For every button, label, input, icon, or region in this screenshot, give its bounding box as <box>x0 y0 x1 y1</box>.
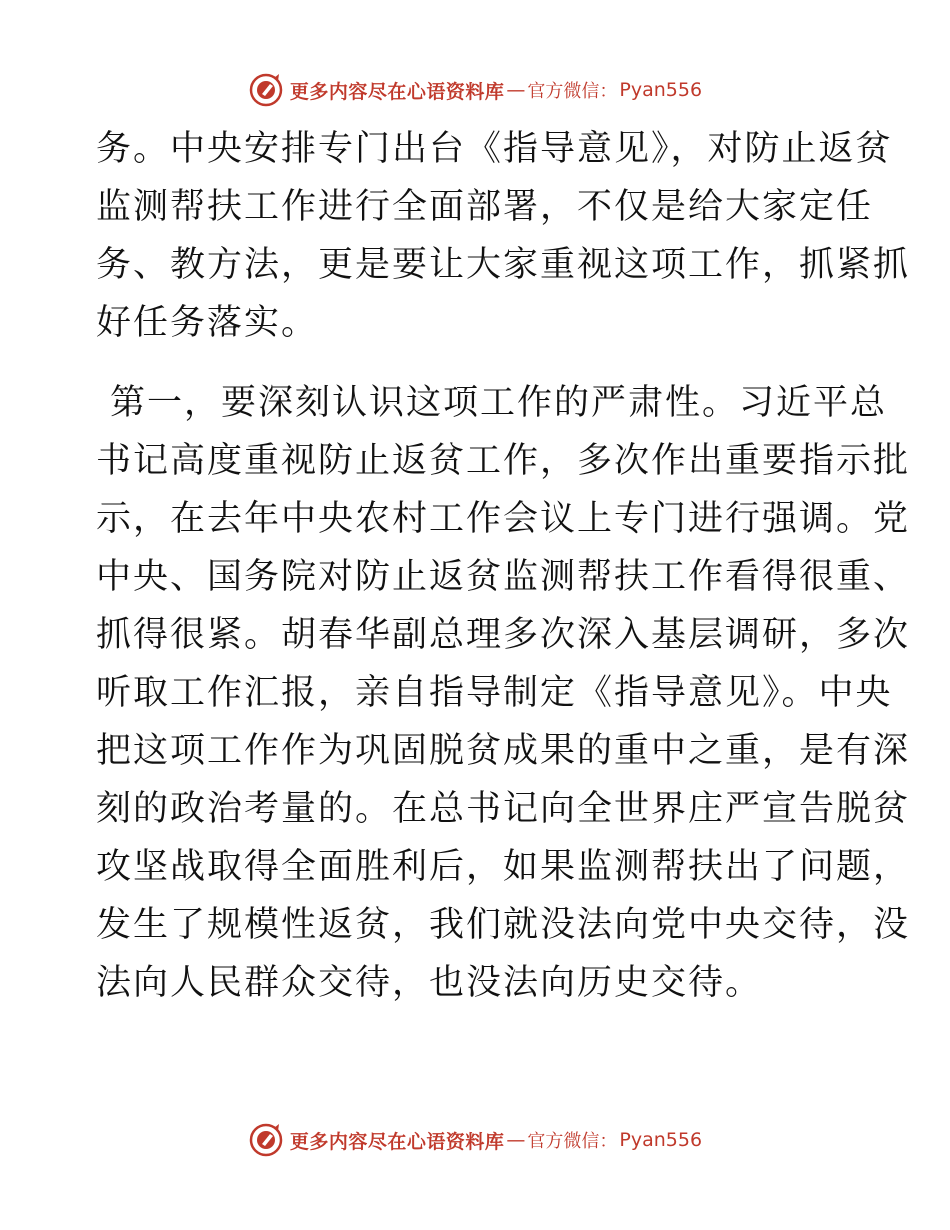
paragraph-2 <box>96 374 911 1012</box>
wechat-label: 官方微信： <box>527 81 618 102</box>
text-line: 中央、国务院对防止返贫监测帮扶工作看得很重、 <box>96 557 911 597</box>
text-line: 监测帮扶工作进行全面部署，不仅是给大家定任 <box>96 187 874 227</box>
banner-separator: — <box>506 79 526 101</box>
promo-text: 更多内容尽在心语资料库 <box>289 1130 505 1153</box>
text-line: 法向人民群众交待，也没法向历史交待。 <box>96 963 763 1003</box>
text-line: 好任务落实。 <box>96 303 319 343</box>
wechat-id: Pyan556 <box>619 79 703 101</box>
document-body <box>96 120 911 1012</box>
text-line: 听取工作汇报，亲自指导制定《指导意见》。中央 <box>96 673 893 713</box>
text-line: 第一，要深刻认识这项工作的严肃性。习近平总 <box>110 383 888 423</box>
wechat-label: 官方微信： <box>527 1131 618 1152</box>
footer-watermark-banner <box>0 1120 950 1160</box>
header-watermark-banner <box>0 70 950 110</box>
text-line: 示，在去年中央农村工作会议上专门进行强调。党 <box>96 499 911 539</box>
text-line: 刻的政治考量的。在总书记向全世界庄严宣告脱贫 <box>96 789 911 829</box>
banner-separator: — <box>506 1129 526 1151</box>
text-line: 抓得很紧。胡春华副总理多次深入基层调研，多次 <box>96 615 911 655</box>
paragraph-1 <box>96 120 911 352</box>
promo-text: 更多内容尽在心语资料库 <box>289 80 505 103</box>
brand-logo-icon <box>248 72 284 108</box>
text-line: 把这项工作作为巩固脱贫成果的重中之重，是有深 <box>96 731 911 771</box>
text-line: 攻坚战取得全面胜利后，如果监测帮扶出了问题， <box>96 847 911 887</box>
brand-logo-icon <box>248 1122 284 1158</box>
text-line: 务。中央安排专门出台《指导意见》，对防止返贫 <box>96 129 893 169</box>
text-line: 务、教方法，更是要让大家重视这项工作，抓紧抓 <box>96 245 911 285</box>
text-line: 书记高度重视防止返贫工作，多次作出重要指示批 <box>96 441 911 481</box>
wechat-id: Pyan556 <box>619 1129 703 1151</box>
text-line: 发生了规模性返贫，我们就没法向党中央交待，没 <box>96 905 911 945</box>
